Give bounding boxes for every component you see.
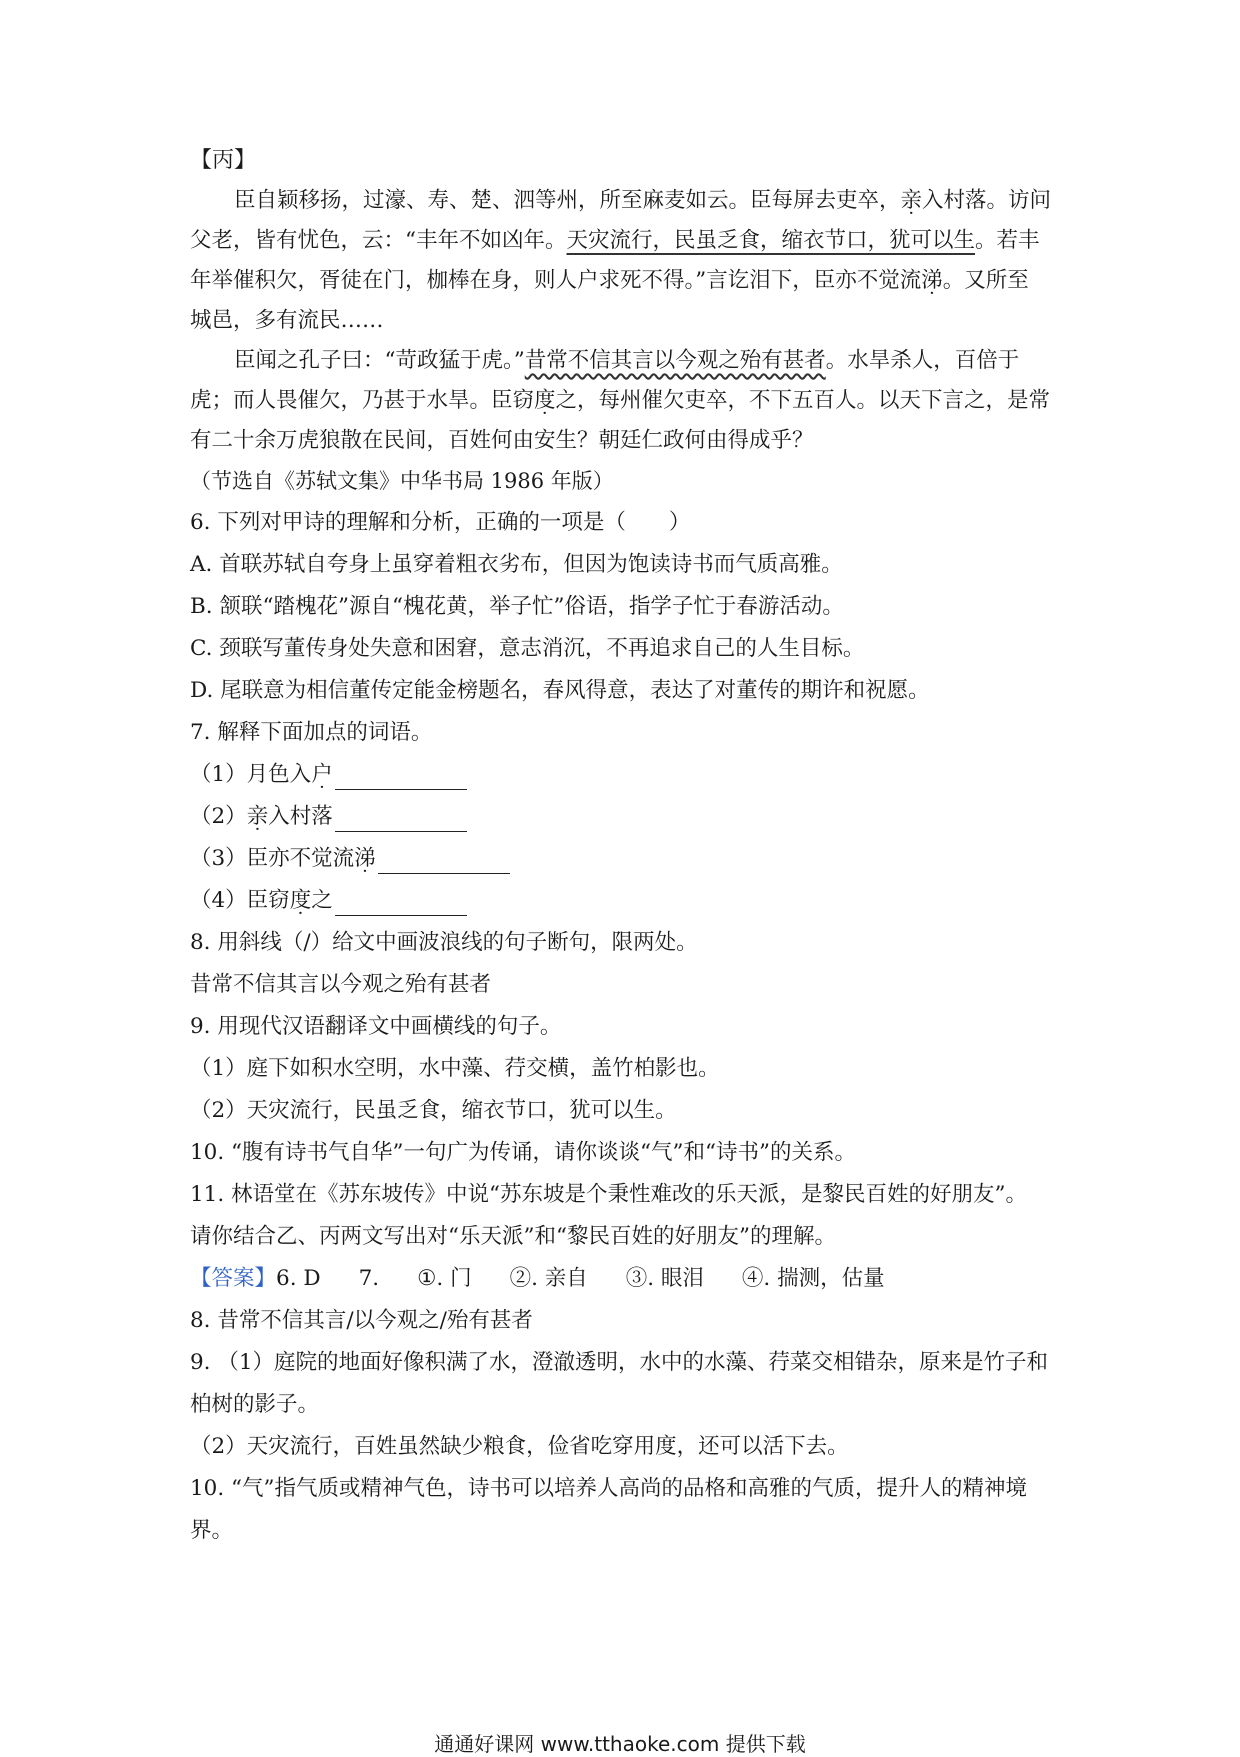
option-c: C. 颈联写董传身处失意和困窘，意志消沉，不再追求自己的人生目标。 — [190, 636, 865, 661]
passage-line: 年举催积欠，胥徒在门，枷棒在身，则人户求死不得。”言讫泪下，臣亦不觉流涕。又所至 — [190, 268, 1029, 293]
q7-item-4: （4）臣窃度之 — [190, 886, 1060, 916]
q9-item-2: （2）天灾流行，民虽乏食，缩衣节口，犹可以生。 — [190, 1098, 677, 1123]
answer-9-1-cont: 柏树的影子。 — [190, 1392, 320, 1417]
passage-line: 有二十余万虎狼散在民间，百姓何由安生？朝廷仁政何由得成乎？ — [190, 428, 814, 453]
footer-text: 通通好课网 www.tthaoke.com 提供下载 — [434, 1732, 806, 1756]
q7-item-2: （2）亲入村落 — [190, 802, 1060, 832]
option-b: B. 颔联“踏槐花”源自“槐花黄，举子忙”俗语，指学子忙于春游活动。 — [190, 594, 844, 619]
question-7: 7. 解释下面加点的词语。 — [190, 720, 433, 745]
dotted-char: 涕 — [921, 268, 943, 293]
q9-item-1: （1）庭下如积水空明，水中藻、荇交横，盖竹柏影也。 — [190, 1056, 720, 1081]
answer-9-1: 9. （1）庭院的地面好像积满了水，澄澈透明，水中的水藻、荇菜交相错杂，原来是竹子和 — [190, 1350, 1049, 1375]
dotted-char: 度 — [534, 388, 556, 413]
answer-9-2: （2）天灾流行，百姓虽然缺少粮食，俭省吃穿用度，还可以活下去。 — [190, 1434, 849, 1459]
passage-line: 臣闻之孔子曰：“苛政猛于虎。”昔常不信其言以今观之殆有甚者。水旱杀人，百倍于 — [234, 348, 1020, 373]
passage-line: 臣自颖移扬，过濠、寿、楚、泗等州，所至麻麦如云。臣每屏去吏卒，亲入村落。访问 — [234, 188, 1052, 213]
question-9: 9. 用现代汉语翻译文中画横线的句子。 — [190, 1014, 562, 1039]
dotted-char: 户 — [311, 762, 333, 787]
answer-blank — [335, 809, 467, 832]
question-11-cont: 请你结合乙、丙两文写出对“乐天派”和“黎民百姓的好朋友”的理解。 — [190, 1224, 836, 1249]
option-d: D. 尾联意为相信董传定能金榜题名，春风得意，表达了对董传的期许和祝愿。 — [190, 678, 930, 703]
section-label: 【丙】 — [190, 148, 257, 173]
answer-blank — [335, 767, 467, 790]
passage-line: 城邑，多有流民…… — [190, 308, 384, 333]
question-10: 10. “腹有诗书气自华”一句广为传诵，请你谈谈“气”和“诗书”的关系。 — [190, 1140, 856, 1165]
dotted-char: 亲 — [900, 188, 923, 213]
question-6: 6. 下列对甲诗的理解和分析，正确的一项是（ ） — [190, 510, 691, 535]
underlined-sentence: 天灾流行，民虽乏食，缩衣节口，犹可以生 — [566, 228, 976, 253]
dotted-char: 度 — [289, 888, 312, 913]
question-11: 11. 林语堂在《苏东坡传》中说“苏东坡是个秉性难改的乐天派，是黎民百姓的好朋友”。 — [190, 1182, 1028, 1207]
answer-line: 【答案】6. D 7. ①. 门 ②. 亲自 ③. 眼泪 ④. 揣测，估量 — [190, 1266, 885, 1291]
answer-8: 8. 昔常不信其言/以今观之/殆有甚者 — [190, 1308, 533, 1333]
q7-item-1: （1）月色入户 — [190, 760, 1060, 790]
answer-tag: 【答案】 — [190, 1266, 277, 1291]
dotted-char: 涕 — [354, 846, 376, 871]
q7-item-3: （3）臣亦不觉流涕 — [190, 844, 1060, 874]
question-8: 8. 用斜线（/）给文中画波浪线的句子断句，限两处。 — [190, 930, 698, 955]
source-citation: （节选自《苏轼文集》中华书局 1986 年版） — [190, 469, 614, 493]
question-8-text: 昔常不信其言以今观之殆有甚者 — [190, 972, 492, 997]
answer-10-cont: 界。 — [190, 1518, 234, 1543]
answer-blank — [378, 851, 510, 874]
passage-line: 父老，皆有忧色，云：“丰年不如凶年。天灾流行，民虽乏食，缩衣节口，犹可以生。若丰 — [190, 228, 1040, 253]
passage-line: 虎；而人畏催欠，乃甚于水旱。臣窃度之，每州催欠吏卒，不下五百人。以天下言之，是常 — [190, 388, 1051, 413]
dotted-char: 亲 — [246, 804, 269, 829]
option-a: A. 首联苏轼自夸身上虽穿着粗衣劣布，但因为饱读诗书而气质高雅。 — [190, 552, 843, 577]
answer-10: 10. “气”指气质或精神气色，诗书可以培养人高尚的品格和高雅的气质，提升人的精神境 — [190, 1476, 1028, 1501]
wavy-sentence: 昔常不信其言以今观之殆有甚者 — [524, 348, 826, 373]
answer-blank — [335, 893, 467, 916]
